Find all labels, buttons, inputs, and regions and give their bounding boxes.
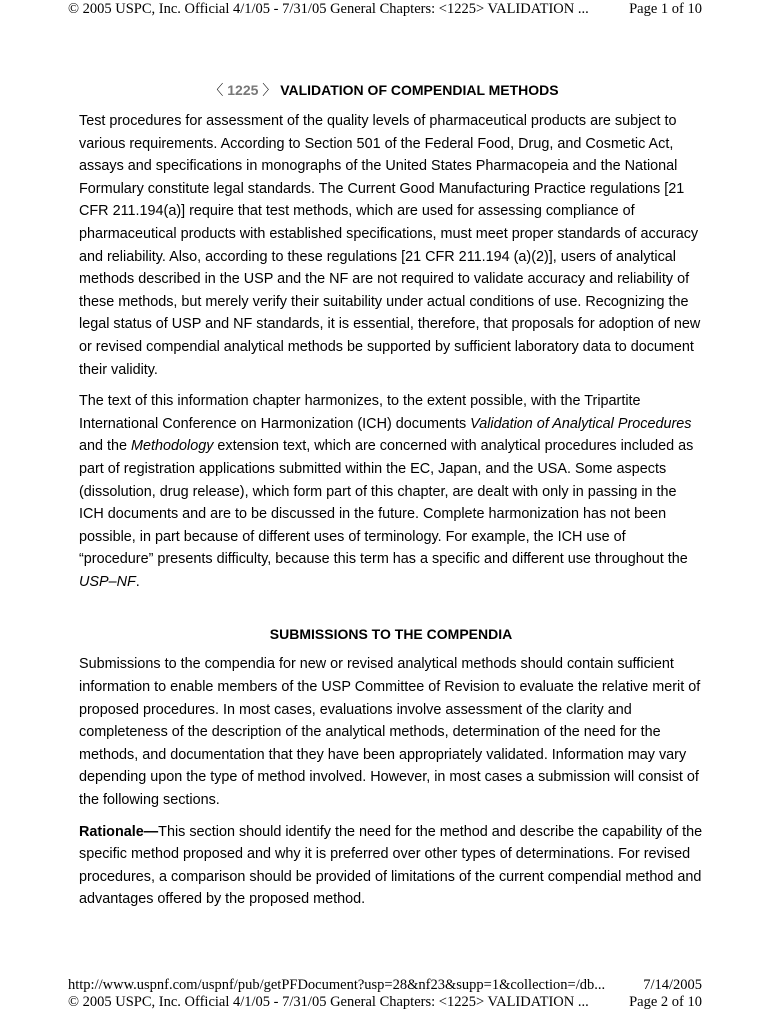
chapter-number-link[interactable]: 1225 [227, 82, 259, 98]
ich-text-2: and the [79, 438, 132, 455]
footer-url[interactable]: http://www.uspnf.com/uspnf/pub/getPFDocument?usp=28&nf23&supp=1&collection=/db... [68, 977, 606, 993]
ich-text-4: . [135, 573, 140, 590]
paragraph-rationale [79, 821, 703, 911]
page-header [68, 0, 702, 18]
next-page-number: Page 2 of 10 [629, 994, 702, 1010]
chapter-title [0, 81, 768, 99]
paragraph-submissions: Submissions to the compendia for new or revised analytical methods should contain sufficient information to enable members of the USP Committee of Revision to evaluate the relative merit of proposed procedures. In most cases, evaluations involve assessment of the clarity and completeness of the description of the analytical methods, determination of the need for the methods, and documentation that they have been appropriately validated. Information may vary depending upon the type of method involved. However, in most cases a submission will consist of the following sections. [79, 656, 701, 809]
document-body [79, 110, 703, 920]
header-text: © 2005 USPC, Inc. Official 4/1/05 - 7/31/05 General Chapters: <1225> VALIDATION ... [68, 1, 589, 17]
usp-nf-term: USP–NF [79, 573, 136, 590]
rationale-label: Rationale— [79, 823, 159, 840]
ich-methodology: Methodology [131, 438, 214, 455]
paragraph-intro: Test procedures for assessment of the quality levels of pharmaceutical products are subject to various requirements. According to Section 501 of the Federal Food, Drug, and Cosmetic Act, assays and specifications in monographs of the United States Pharmacopeia and the National Formulary constitute legal standards. The Current Good Manufacturing Practice regulations [21 CFR 211.194(a)] require that test methods, which are used for assessing compliance of pharmaceutical products with established specifications, must meet proper standards of accuracy and reliability. Also, according to these regulations [21 CFR 211.194 (a)(2)], users of analytical methods described in the USP and the NF are not required to validate accuracy and reliability of these methods, but merely verify their suitability under actual conditions of use. Recognizing the legal status of USP and NF standards, it is essential, therefore, that proposals for adoption of new or revised compendial analytical methods be supported by sufficient laboratory data to document their validity. [79, 113, 701, 378]
ich-text-3: extension text, which are concerned with analytical procedures included as part of registration applications submitted within the EC, Japan, and the USA. Some aspects (dissolution, drug release), which form part of this chapter, are dealt with only in passing in the ICH documents and are to be discussed in the future. Complete harmonization has not been possible, in part because of different uses of terminology. For example, the ICH use of “procedure” presents difficulty, because this term has a specific and different use throughout the [79, 438, 694, 568]
paragraph-ich [79, 390, 703, 593]
next-header-text: © 2005 USPC, Inc. Official 4/1/05 - 7/31/05 General Chapters: <1225> VALIDATION ... [68, 994, 589, 1010]
next-page-header [68, 993, 702, 1011]
ich-doc-title: Validation of Analytical Procedures [470, 415, 692, 432]
title-open-bracket: 〈 [209, 82, 224, 98]
ich-text-1: The text of this information chapter harmonizes, to the extent possible, with the Tripartite International Conference on Harmonization (ICH) documents [79, 393, 641, 432]
title-close-bracket: 〉 [262, 82, 277, 98]
page-footer [68, 976, 702, 994]
rationale-text: This section should identify the need for the method and describe the capability of the specific method proposed and why it is preferred over other types of determinations. For revised procedures, a comparison should be provided of limitations of the current compendial method and advantages offered by the proposed method. [79, 823, 703, 908]
footer-date: 7/14/2005 [643, 977, 702, 993]
page-number: Page 1 of 10 [629, 1, 702, 17]
section-heading: SUBMISSIONS TO THE COMPENDIA [269, 626, 513, 643]
title-text: VALIDATION OF COMPENDIAL METHODS [280, 82, 559, 98]
